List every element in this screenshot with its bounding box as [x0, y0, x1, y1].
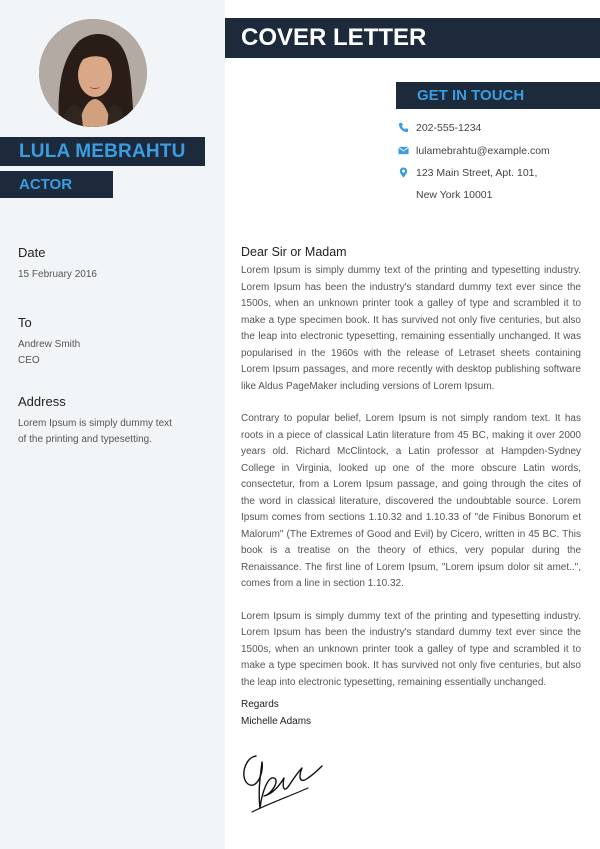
profile-role: ACTOR [19, 176, 73, 193]
envelope-icon [398, 145, 409, 156]
name-banner [0, 137, 205, 166]
address-line1: 123 Main Street, Apt. 101, [416, 167, 538, 179]
address-line2: New York 10001 [416, 189, 493, 201]
profile-photo [39, 19, 147, 127]
contact-banner [396, 82, 600, 109]
email-text[interactable]: lulamebrahtu@example.com [416, 145, 550, 157]
recipient-name: Andrew Smith [18, 339, 81, 350]
salutation: Dear Sir or Madam [241, 245, 347, 259]
contact-heading: GET IN TOUCH [417, 87, 525, 104]
title-banner [225, 18, 600, 58]
address-text: Lorem Ipsum is simply dummy text of the printing and typesetting. [18, 418, 172, 445]
date-heading: Date [18, 245, 46, 260]
recipient-section [18, 315, 213, 369]
role-banner [0, 171, 113, 198]
profile-name: LULA MEBRAHTU [19, 141, 186, 162]
paragraph-2: Contrary to popular belief, Lorem Ipsum is not simply random text. It has roots in a piece of classical Latin literature from 45 BC, making it over 2000 years old. Richard McClintock, a Latin professor at Hampden-Sydney College in Virginia, looked up one of the more obscure Latin words, consectetur, from a Lorem Ipsum passage, and going through the cites of the word in classical literature, discovered the undoubtable source. Lorem Ipsum comes from sections 1.10.32 and 1.10.33 of "de Finibus Bonorum et Malorum" (The Extremes of Good and Evil) by Cicero, written in 45 BC. This book is a treatise on the theory of ethics, very popular during the Renaissance. The first line of Lorem Ipsum, "Lorem ipsum dolor sit amet..", comes from a line in section 1.10.32. [241, 413, 581, 589]
signer-name: Michelle Adams [241, 715, 312, 727]
closing-text: Regards [241, 699, 279, 710]
date-section [18, 245, 213, 283]
letter-body [241, 245, 581, 691]
signature [238, 748, 328, 820]
map-pin-icon [398, 167, 409, 178]
phone-text: 202-555-1234 [416, 122, 482, 134]
closing-block [241, 697, 581, 730]
date-value: 15 February 2016 [18, 269, 97, 280]
phone-icon [398, 122, 409, 133]
page-title: COVER LETTER [241, 24, 427, 51]
paragraph-3: Lorem Ipsum is simply dummy text of the printing and typesetting industry. Lorem Ipsum has been the industry's standard dummy text ever since the 1500s, when an unknown printer took a galley of type and scrambled it to make a type specimen book. It has survived not only five centuries, but also the leap into electronic typesetting, remaining essentially unchanged. [241, 610, 581, 688]
paragraph-1: Lorem Ipsum is simply dummy text of the printing and typesetting industry. Lorem Ipsum has been the industry's standard dummy text ever since the 1500s, when an unknown printer took a galley of type and scrambled it to make a type specimen book. It has survived not only five centuries, but also the leap into electronic typesetting, remaining essentially unchanged. It was popularised in the 1960s with the release of Letraset sheets containing Lorem Ipsum passages, and more recently with desktop publishing software like Aldus PageMaker including versions of Lorem Ipsum. [241, 265, 581, 392]
address-heading: Address [18, 394, 66, 409]
address-section [18, 394, 213, 448]
recipient-title: CEO [18, 355, 40, 366]
to-heading: To [18, 315, 32, 330]
